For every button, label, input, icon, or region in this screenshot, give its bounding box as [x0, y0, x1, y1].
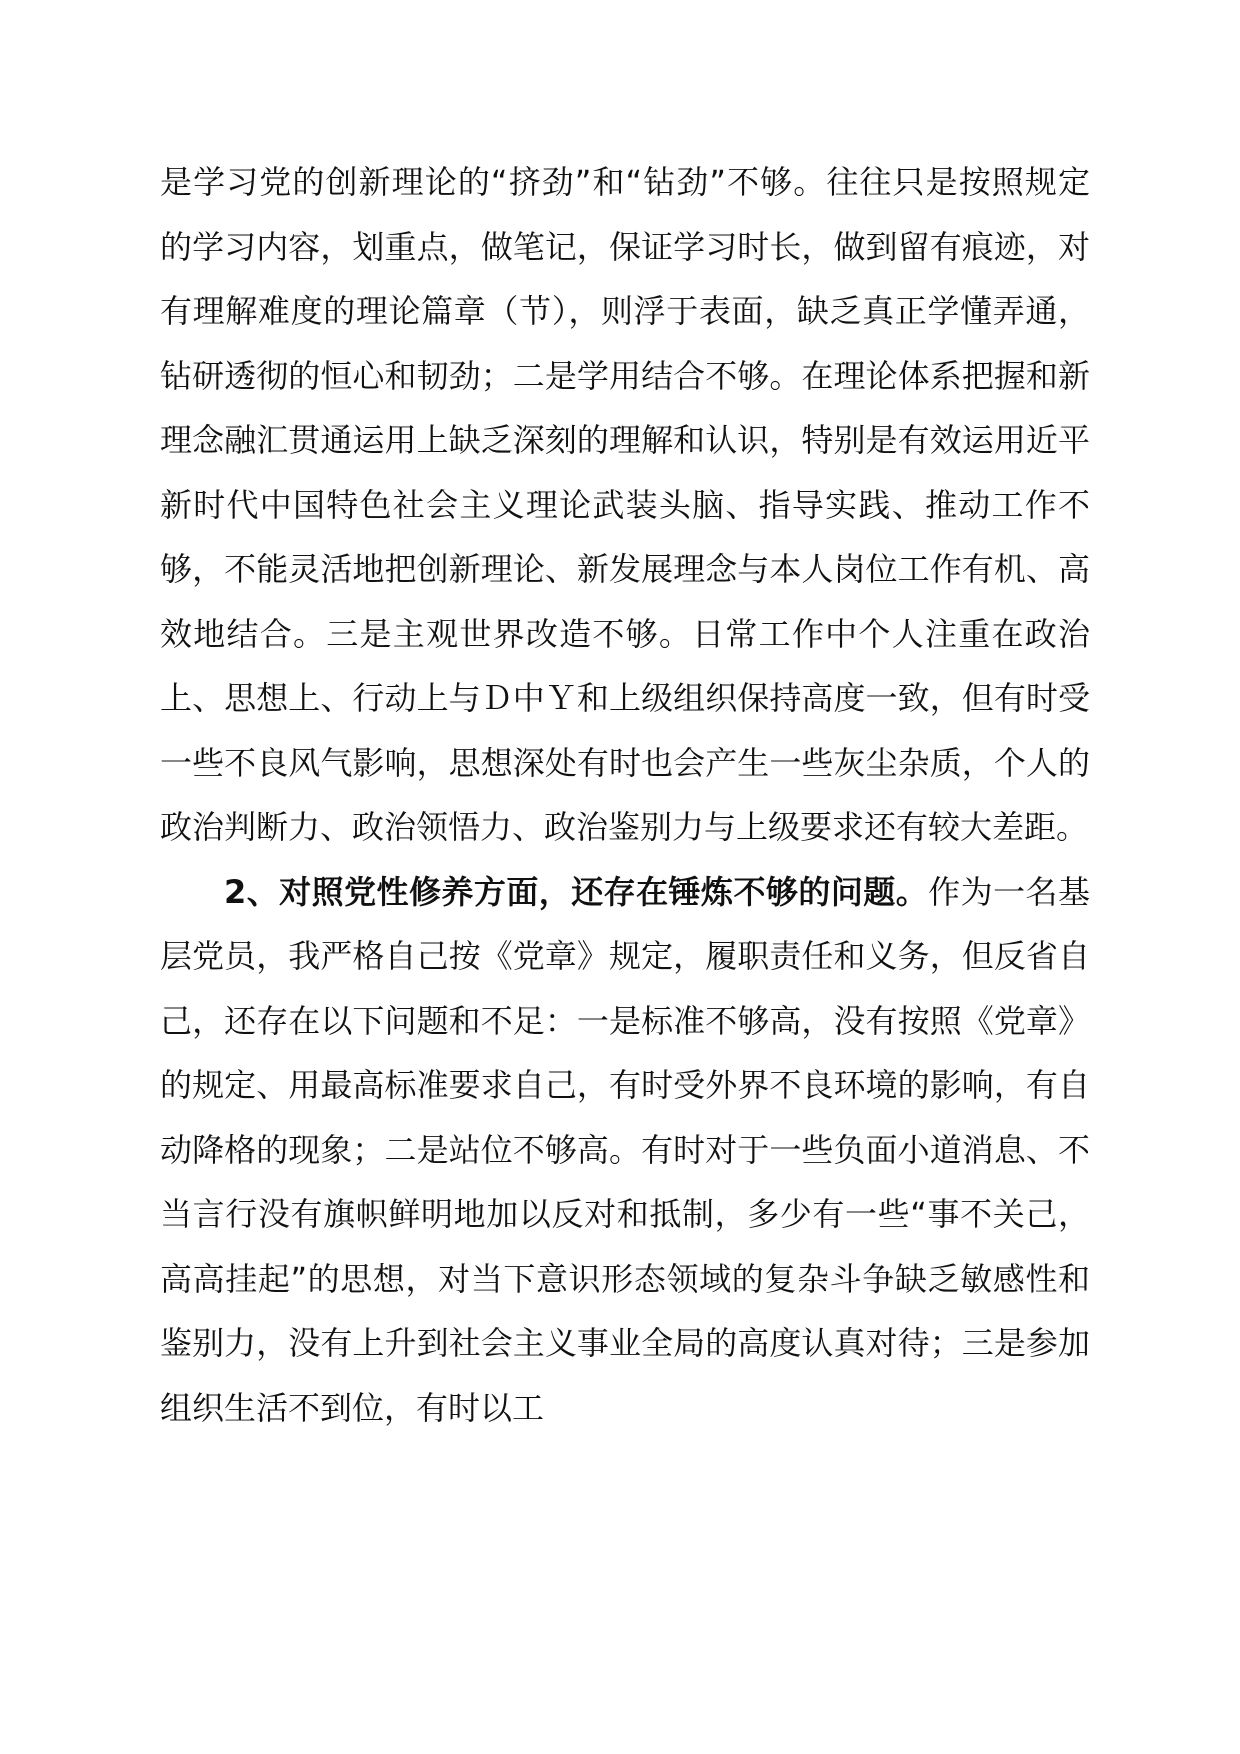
- document-body: [160, 150, 1090, 1440]
- paragraph-2: [160, 860, 1090, 1441]
- paragraph-2-text: 作为一名基层党员，我严格自己按《党章》规定，履职责任和义务，但反省自己，还存在以下问题和不足：一是标准不够高，没有按照《党章》的规定、用最高标准要求自己，有时受外界不良环境的影响，有自动降格的现象；二是站位不够高。有时对于一些负面小道消息、不当言行没有旗帜鲜明地加以反对和抵制，多少有一些“事不关己，高高挂起”的思想，对当下意识形态领域的复杂斗争缺乏敏感性和鉴别力，没有上升到社会主义事业全局的高度认真对待；三是参加组织生活不到位，有时以工: [160, 872, 1090, 1427]
- paragraph-1-text: 是学习党的创新理论的“挤劲”和“钻劲”不够。往往只是按照规定的学习内容，划重点，做笔记，保证学习时长，做到留有痕迹，对有理解难度的理论篇章（节），则浮于表面，缺乏真正学懂弄通，钻研透彻的恒心和韧劲；二是学用结合不够。在理论体系把握和新理念融汇贯通运用上缺乏深刻的理解和认识，特别是有效运用近平新时代中国特色社会主义理论武装头脑、指导实践、推动工作不够，不能灵活地把创新理论、新发展理念与本人岗位工作有机、高效地结合。三是主观世界改造不够。日常工作中个人注重在政治上、思想上、行动上与Ｄ中Ｙ和上级组织保持高度一致，但有时受一些不良风气影响，思想深处有时也会产生一些灰尘杂质，个人的政治判断力、政治领悟力、政治鉴别力与上级要求还有较大差距。: [160, 163, 1090, 846]
- paragraph-1: [160, 150, 1090, 860]
- paragraph-2-heading: 2、对照党性修养方面，还存在锤炼不够的问题。: [224, 872, 929, 911]
